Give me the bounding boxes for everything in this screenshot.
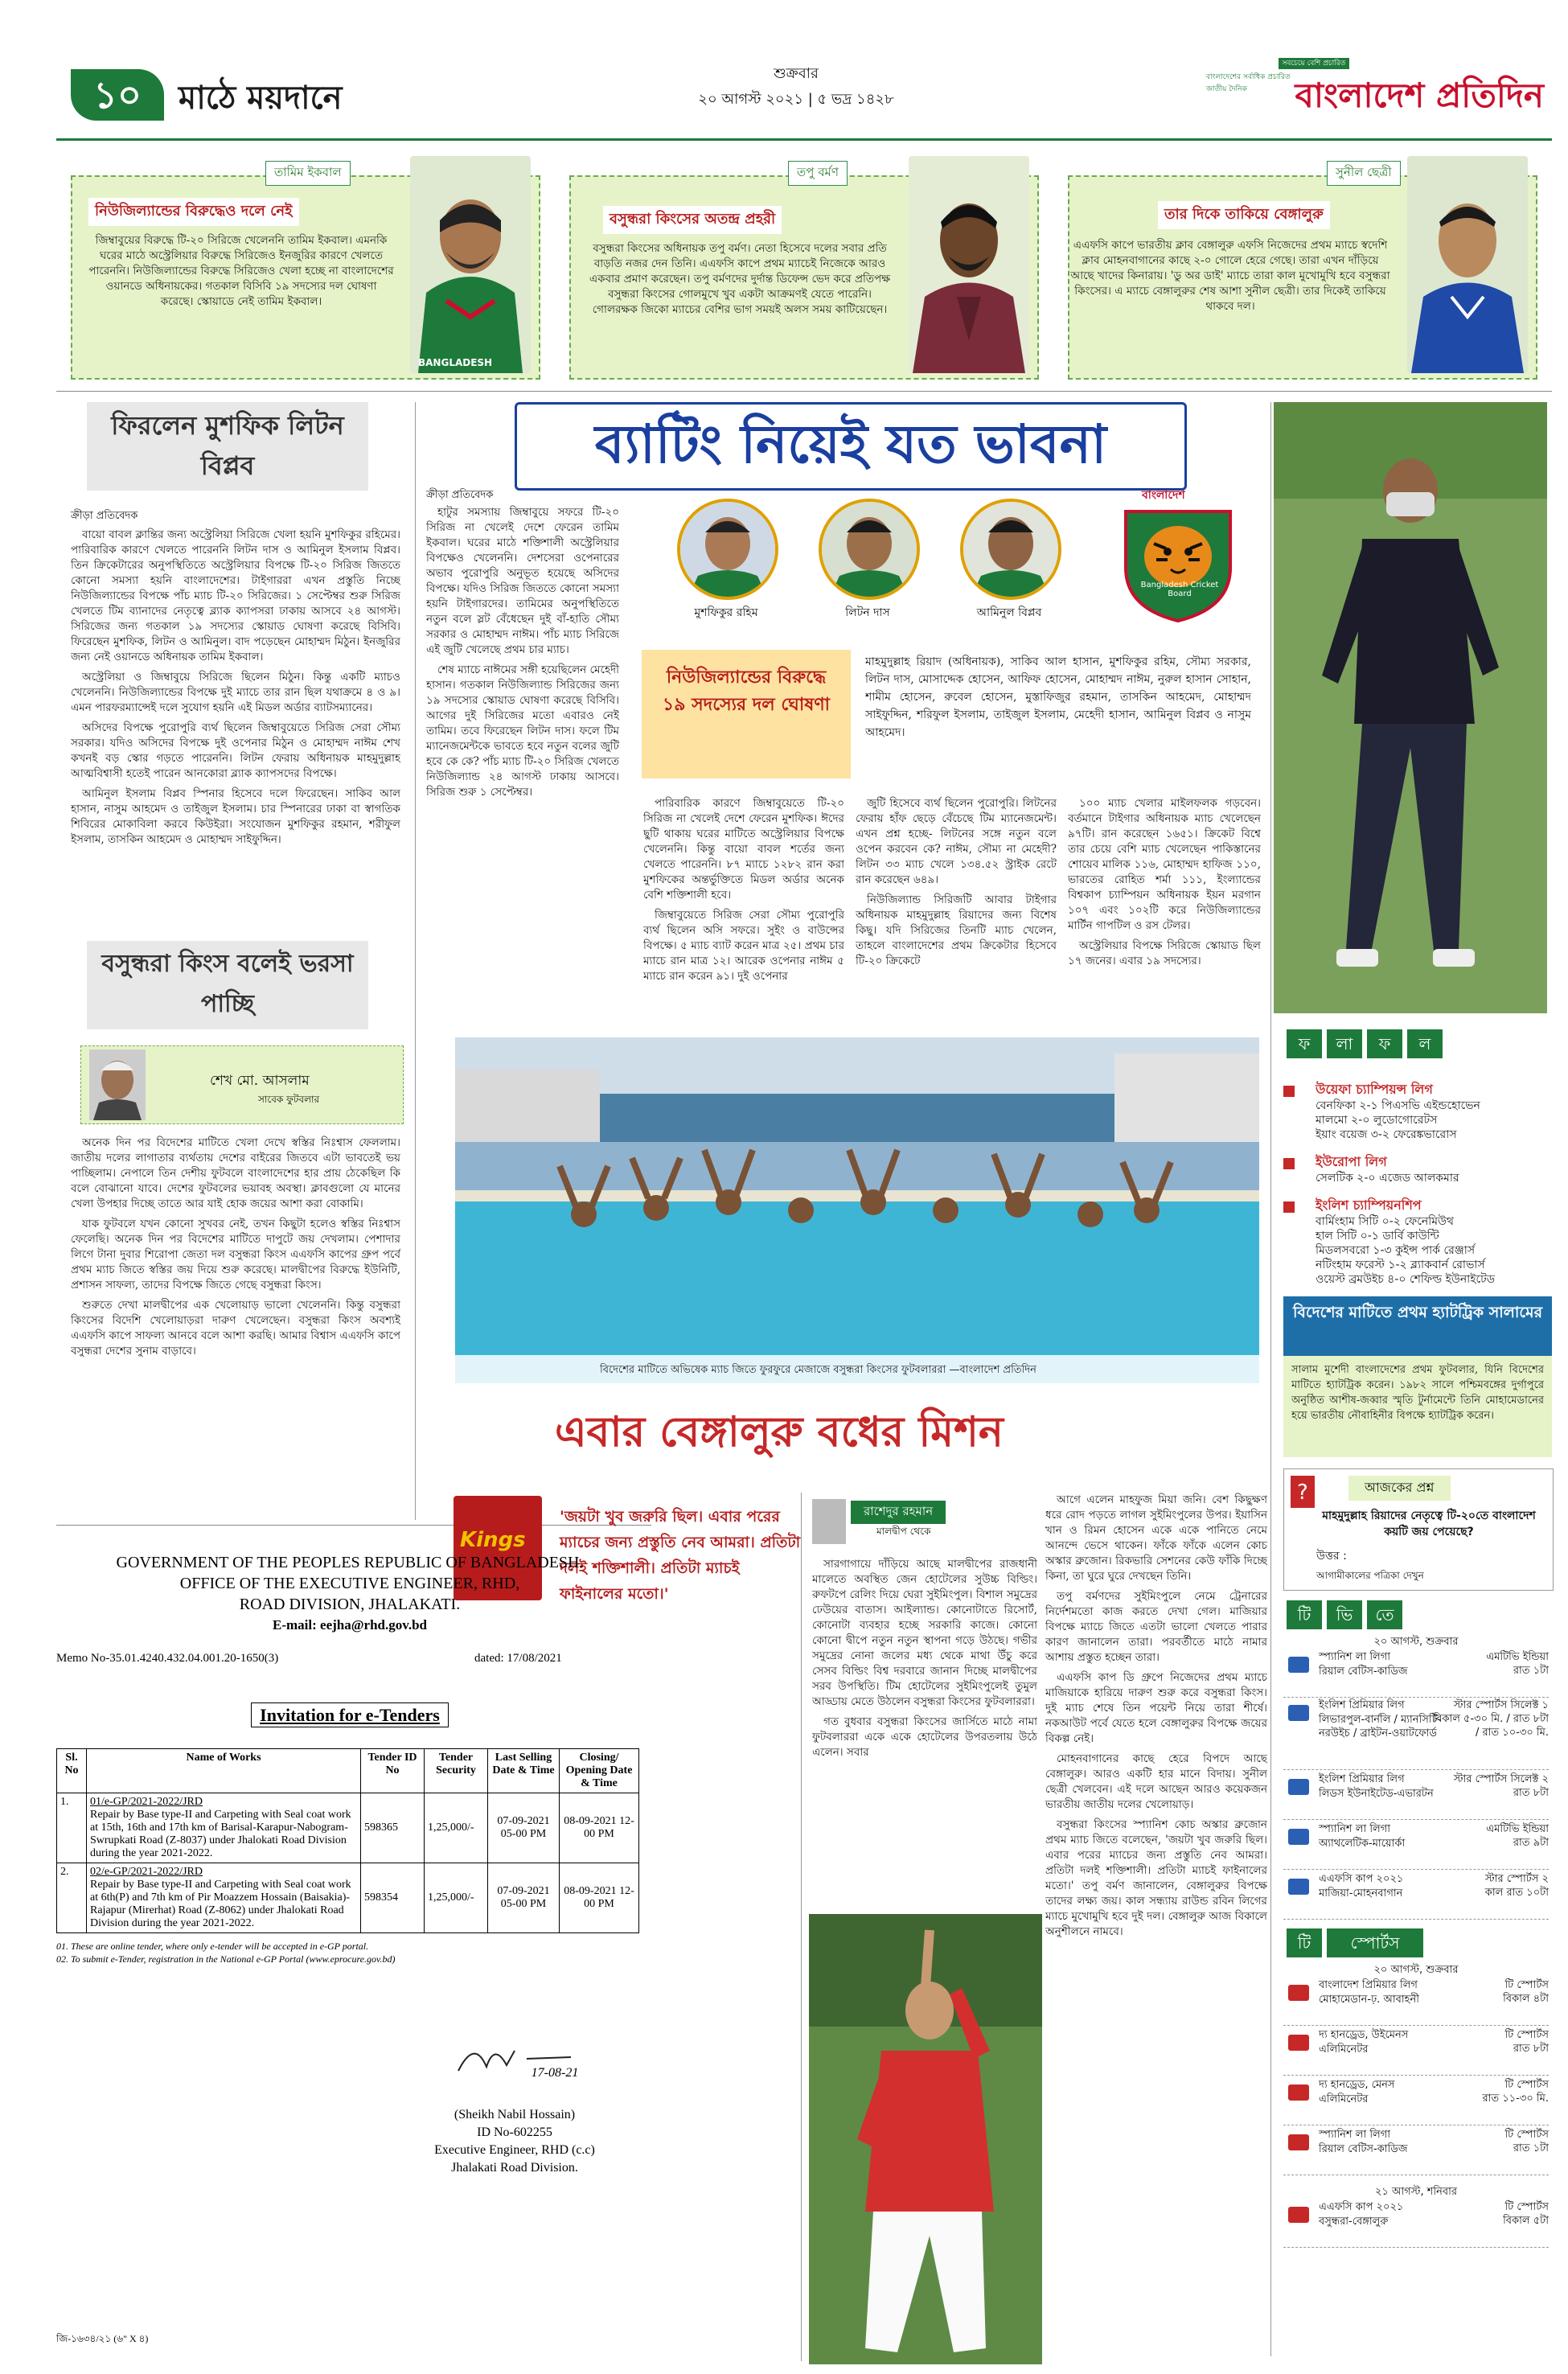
tender-note2-text: To submit e-Tender, registration in the National e-GP Portal (www.eprocure.gov.bd): [71, 1953, 396, 1965]
topu-photo: [909, 156, 1029, 373]
left-story1-title: [87, 402, 368, 491]
tender-note2: 02. To submit e-Tender, registration in the National e-GP Portal (www.eprocure.gov.bd): [56, 1953, 396, 1965]
tv-icon: [1288, 1829, 1309, 1845]
tender-last: 07-09-2021 05-00 PM: [488, 1793, 560, 1863]
left-story1-title-text: ফিরলেন মুশফিক লিটন বিপ্লব: [111, 410, 344, 481]
page-number: ১০: [71, 69, 164, 121]
kings-col2-p3: এএফসি কাপ ডি গ্রুপে নিজেদের প্রথম ম্যাচে মাজিয়াকে হারিয়ে দারুণ শুরু করে বসুন্ধরা কিংস। দুই ম্যাচ শেষে তিন পয়েন্ট নিয়ে তারা শীর্ষে। নকআউট পর্বে যেতে হলে বেঙ্গালুরুর বিপক্ষে জয়ের বিকল্প নেই।: [1045, 1671, 1267, 1745]
bullet-icon: [1283, 1158, 1295, 1169]
tv-time: বিকাল ৫টা: [1503, 2215, 1549, 2227]
left-story1-byline: ক্রীড়া প্রতিবেদক: [71, 510, 138, 522]
player-caption-2: লিটন দাস: [845, 606, 890, 619]
tv-title-1: টি: [1287, 1600, 1322, 1629]
tv-channel: টি স্পোর্টস: [1504, 2201, 1549, 2213]
results-title-1: ফ: [1287, 1029, 1322, 1058]
kings-col-divider: [801, 1493, 802, 2361]
player-photo-mushfiq: [677, 499, 778, 600]
main-col4-p2: অস্ট্রেলিয়ার বিপক্ষে সিরিজে স্কোয়াড ছিল ১৭ জনের। এবার ১৯ সদস্যের।: [1068, 939, 1261, 967]
tender-close: 08-09-2021 12-00 PM: [560, 1863, 639, 1933]
tv-match: মাজিয়া-মোহনবাগান: [1319, 1887, 1403, 1900]
tv-icon: [1288, 1985, 1309, 2001]
tv-channel-time: [1428, 1698, 1549, 1739]
tsports-title-2: স্পোর্টস: [1327, 1928, 1423, 1957]
tv-title: [1287, 1600, 1407, 1629]
tv-row: [1283, 1872, 1549, 1920]
tv-row: [1283, 2028, 1549, 2076]
tv-comp: স্প্যানিশ লা লিগা: [1319, 2129, 1391, 2141]
tender-sig1: (Sheikh Nabil Hossain): [454, 2108, 576, 2121]
bcb-badge-title: বাংলাদেশ: [1142, 489, 1185, 502]
player-caption-1: মুশফিকুর রহিম: [694, 606, 758, 619]
league-3: ইংলিশ চ্যাম্পিয়নশিপ: [1316, 1197, 1422, 1213]
main-col4: [1068, 796, 1261, 1037]
left-story2-title: [87, 941, 368, 1029]
tv-channel-time: [1485, 1872, 1549, 1900]
tv-channel-time: [1504, 2128, 1549, 2155]
tv-time: রাত ৮টা: [1513, 2043, 1549, 2055]
tv-comp: ইংলিশ প্রিমিয়ার লিগ: [1319, 1773, 1405, 1785]
tv-comp: স্প্যানিশ লা লিগা: [1319, 1823, 1391, 1835]
pool-photo: [455, 1037, 1259, 1383]
tender-email: E-mail: eejha@rhd.gov.bd: [273, 1617, 427, 1633]
bcb-badge-text: Bangladesh Cricket Board: [1140, 581, 1219, 598]
reporter-photo: [812, 1499, 846, 1544]
tv-match: রিয়াল বেটিস-কাডিজ: [1319, 1665, 1408, 1678]
main-col1-p1: হাটুর সমস্যায় জিম্বাবুয়ে সফরে টি-২০ সিরিজ না খেলেই দেশে ফেরেন তামিম ইকবাল। ঘরের মাঠে শক্তিশালী অস্ট্রেলিয়ার বিপক্ষেও খেলেননি। দেশসেরা ওপেনারের অভাব পুরোপুরি অনুভূত হয়েছে অসিদের বিপক্ষে। যদিও সিরিজ জিততে কোনো সমস্যা হয়নি টাইগারদের। তামিমের অনুপস্থিতিতে নতুন বলে স্লট বেঁধেছেন দুই বাঁ-হাতি সৌম্য সরকার ও মোহাম্মদ নাঈম। পাঁচ ম্যাচ সিরিজে এই জুটি খেলেছে প্রথম চার ম্যাচ।: [426, 506, 619, 656]
tv-icon: [1288, 2084, 1309, 2101]
main-col1: [426, 505, 619, 1036]
tender-work-id: 01/e-GP/2021-2022/JRD: [90, 1796, 203, 1808]
right-col-divider: [1270, 402, 1271, 2356]
left-story1-p3: অসিদের বিপক্ষে পুরোপুরি ব্যর্থ ছিলেন জিম্বাবুয়েতে সিরিজ সেরা সৌম্য সরকার। যদিও অসিদের বিপক্ষে দুই ওপেনার মিঠুন ও মোহাম্মদ নাঈম শেখ কখনই বড় স্কোর গড়তে পারেননি। লিটন ফেরায় অধিনায়ক মাহমুদুল্লাহ আত্মবিশ্বাসী হতেই পারেন আনকোরা ব্ল্যাক ক্যাপসদের বিপক্ষে।: [71, 721, 400, 780]
player-photo-aminul: [960, 499, 1061, 600]
tv-icon: [1288, 2207, 1309, 2223]
main-col1-p2: শেষ ম্যাচে নাঈমের সঙ্গী হয়েছিলেন মেহেদী হাসান। গতকাল নিউজিল্যান্ড সিরিজের জন্য ১৯ সদস্যের স্কোয়াড ঘোষণা করেছে বিসিবি। আগের দুই সিরিজের মতো এবারও নেই তামিম। তবে ফিরেছেন লিটন দাস। ফলে টিম ম্যানেজমেন্টকে ভাবতে হবে নতুন বলের জুটি হবে কে কে? পাঁচ ম্যাচ টি-২০ সিরিজ খেলতে নিউজিল্যান্ড ২৪ আগস্ট ঢাকায় আসবে। সিরিজ শুরু ১ সেপ্টেম্বর।: [426, 663, 619, 799]
left-story2-body: [71, 1136, 400, 1514]
tv-row: [1283, 2078, 1549, 2126]
tender-line1: GOVERNMENT OF THE PEOPLES REPUBLIC OF BANGLADESH.: [116, 1554, 584, 1571]
tsports-title-1: টি: [1287, 1928, 1322, 1957]
tv-channel-time: [1503, 2200, 1549, 2228]
results-title-4: ল: [1407, 1029, 1443, 1058]
tv-icon: [1288, 1879, 1309, 1895]
tamim-headline: নিউজিল্যান্ডের বিরুদ্ধেও দলে নেই: [88, 198, 299, 226]
tender-title: Invitation for e-Tenders: [251, 1702, 449, 1727]
tv-channel: টি স্পোর্টস: [1504, 1979, 1549, 1991]
tv-icon: [1288, 2035, 1309, 2051]
tender-id: 598354: [361, 1863, 425, 1933]
salam-body: সালাম মুর্শেদী বাংলাদেশের প্রথম ফুটবলার, যিনি বিদেশের মাটিতে হ্যাটট্রিক করেন। ১৯৮২ সালে পশ্চিমবঙ্গের দুর্গাপুরে অনুষ্ঠিত আশীষ-জব্বার স্মৃতি টুর্নামেন্টে তিনি মোহামেডানের হয়ে ভারতীয় নৌবাহিনীর বিপক্ষে হ্যাটট্রিক করেন।: [1291, 1364, 1544, 1422]
tv-date-1: ২০ আগস্ট, শুক্রবার: [1373, 1636, 1459, 1648]
chhetri-box: [1068, 165, 1537, 380]
tv-row: [1283, 1772, 1549, 1820]
author-photo: [89, 1049, 146, 1120]
tender-id: 598365: [361, 1793, 425, 1863]
header-rule: [56, 138, 1552, 141]
tv-comp: বাংলাদেশ প্রিমিয়ার লিগ: [1319, 1979, 1418, 1991]
left-story2-title-text: বসুন্ধরা কিংস বলেই ভরসা পাচ্ছি: [101, 950, 354, 1018]
tv-channel-time: [1428, 1772, 1549, 1800]
chhetri-body: এএফসি কাপে ভারতীয় ক্লাব বেঙ্গালুরু এফসি নিজেদের প্রথম ম্যাচে স্বদেশি ক্লাব মোহনবাগানের কাছে ২-০ গোলে হেরে গেছে। তারা এখন দাঁড়িয়ে আছে খাদের কিনারায়। 'ডু অর ডাই' ম্যাচে তারা কাল মুখোমুখি হবে বসুন্ধরা কিংসের। এ ম্যাচে বেঙ্গালুরুর শেষ আশা সুনীল ছেত্রী। তার দিকেই তাকিয়ে থাকবে দল।: [1070, 239, 1390, 313]
tender-last: 07-09-2021 05-00 PM: [488, 1863, 560, 1933]
tamim-box: [71, 165, 540, 380]
chhetri-headline: তার দিকে তাকিয়ে বেঙ্গালুরু: [1158, 201, 1330, 229]
question-answer-label: উত্তর :: [1316, 1550, 1347, 1563]
topu-name-tag: তপু বর্মণ: [788, 161, 848, 186]
player-caption-3: আমিনুল বিপ্লব: [976, 606, 1042, 619]
tv-title-2: ভি: [1327, 1600, 1362, 1629]
question-icon: [1291, 1476, 1315, 1508]
left-story2-p1: অনেক দিন পর বিদেশের মাটিতে খেলা দেখে স্বস্তির নিঃশ্বাস ফেললাম। জাতীয় দলের লাগাতার ব্যর্থতায় দেশের বাইরের জিতবে এটা ভাবতেই ভয় পাচ্ছিলাম। নেপালে তিন দেশীয় ফুটবলে বাংলাদেশের হার প্রায় ঠেকেছিল কি বলে বোঝানো যাবে। দেশের ফুটবলের ভয়াবহ অবস্থা। ক্লাবগুলো যে মানের খেলা উপহার দিচ্ছে তাতে আর যাই হোক জয়ের আশা করা বোকামি।: [71, 1136, 400, 1210]
main-col3-p2: নিউজিল্যান্ড সিরিজটি আবার টাইগার অধিনায়ক মাহমুদুল্লাহ রিয়াদের জন্য বিশেষ কিছু। যদি সিরিজের তিনটি ম্যাচ খেলেন, তাহলে বাংলাদেশের প্রথম ক্রিকেটার হিসেবে টি-২০ ক্রিকেটে: [856, 893, 1057, 967]
tender-sig2: ID No-602255: [477, 2126, 552, 2139]
tv-time: রাত ৯টা: [1513, 1837, 1549, 1849]
tender-note1: 01. These are online tender, where only e-tender will be accepted in e-GP portal.: [56, 1941, 369, 1952]
tender-th-close: Closing/ Opening Date & Time: [560, 1749, 639, 1793]
tender-th-last: Last Selling Date & Time: [488, 1749, 560, 1793]
chhetri-name-tag: সুনীল ছেত্রী: [1327, 161, 1401, 186]
tv-time: রাত ১টা: [1513, 2142, 1549, 2154]
tv-time: বিকাল ৫-৩০ মি. / রাত ৮টা / রাত ১০-৩০ মি.: [1433, 1713, 1549, 1739]
top-rule: [56, 391, 1552, 392]
left-story1-p2: অস্ট্রেলিয়া ও জিম্বাবুয়ে সিরিজে ছিলেন মিঠুন। কিন্তু একটি ম্যাচও খেলেননি। নিউজিল্যান্ডের বিপক্ষে দুই ম্যাচে তার রান ছিল যথাক্রমে ৪ ও ৯। এমন পারফরম্যান্সেই দলে সুযোগ হয়নি এই মিডল অর্ডার ব্যাটসম্যানের।: [71, 671, 400, 714]
tamim-photo: [410, 156, 531, 373]
tamim-body: জিম্বাবুয়ের বিরুদ্ধে টি-২০ সিরিজে খেলেননি তামিম ইকবাল। এমনকি ঘরের মাঠে অস্ট্রেলিয়ার বিরুদ্ধে সিরিজেও ইনজুরির কারণে খেলতে পারেননি। নিউজিল্যান্ডের বিরুদ্ধে সিরিজেও খেলা হচ্ছে না বাংলাদেশের ওয়ানডে অধিনায়কের। গতকাল বিসিবি ১৯ সদস্যের দল ঘোষণা করেছে। স্কোয়াডে নেই তামিম ইকবাল।: [88, 234, 394, 308]
tv-channel: স্টার স্পোর্টস সিলেক্ট ১: [1453, 1699, 1549, 1711]
tender-th-id: Tender ID No: [361, 1749, 425, 1793]
tv-row: [1283, 2200, 1549, 2248]
tv-comp: দ্য হানড্রেড, উইমেনস: [1319, 2029, 1409, 2041]
kings-col2-p5: বসুন্ধরা কিংসের স্প্যানিশ কোচ অস্কার ব্রুজোন প্রথম ম্যাচ জিতে বলেছেন, 'জয়টা খুব জরুরি ছিল। এবার পরের ম্যাচের জন্য প্রস্তুতি নেব আমরা। প্রতিটা দলই শক্তিশালী। প্রতিটা ম্যাচই ফাইনালের মতো।' তপু বর্মণ জানালেন, বেঙ্গালুরুর বিপক্ষে তাদের লক্ষ্য জয়। কাল সন্ধ্যায় রাউন্ড রবিন লিগের ম্যাচে মুখোমুখি হবে দুই দল। বেঙ্গালুরু আজ বিকালে অনুশীলনে নামবে।: [1045, 1818, 1267, 1938]
salam-box: [1283, 1296, 1552, 1457]
question-box: [1283, 1468, 1554, 1591]
tv-channel: টি স্পোর্টস: [1504, 2129, 1549, 2141]
celebrating-player-photo: [809, 1914, 1042, 2364]
day-label: শুক্রবার: [774, 65, 819, 82]
tv-match: রিয়াল বেটিস-কাডিজ: [1319, 2143, 1408, 2155]
kings-col1-p1: সারগাগায়ে দাঁড়িয়ে আছে মালদ্বীপের রাজধানী মালেতে অবস্থিত জেন হোটেলের সুউচ্চ বিল্ডিং। রুফটপে রেলিং দিয়ে ঘেরা সুইমিংপুল। বিশাল সমুদ্রের ঢেউয়ের বাতাস। আইল্যান্ড। কোনোটাতে রিসোর্ট, কোনোটা ব্যবহার হচ্ছে সরকারি কাজে। কোনো কোনো দ্বীপে নতুন নতুন স্থাপনা গড়ে উঠছে। গভীর সমুদ্রের নোনা জলের মধ্য থেকে মাথা উঁচু করে সেসব বিল্ডিং বিশ্ব দরবারে জানান দিচ্ছে মালদ্বীপের সরব উপস্থিতি। টিম হোটেলের সুইমিংপুলেই তুমুল আড্ডায় মেতে উঠলেন বসুন্ধরা কিংসের ফুটবলাররা।: [812, 1558, 1037, 1708]
question-next: আগামীকালের পত্রিকা দেখুন: [1316, 1570, 1424, 1581]
signature-date: 17-08-21: [531, 2066, 579, 2080]
tender-code: জি-১৬৩৪/২১ (৬" X ৪): [56, 2333, 149, 2344]
tv-time: বিকাল ৪টা: [1503, 1993, 1549, 2005]
salam-title: বিদেশের মাটিতে প্রথম হ্যাটট্রিক সালামের: [1283, 1296, 1552, 1356]
main-col4-p1: ১০০ ম্যাচ খেলার মাইলফলক গড়বেন। বর্তমানে টাইগার অধিনায়ক ম্যাচ খেলেছেন ৯৭টি। রান করেছেন ১৬৫১। ক্রিকেট বিশ্বে তার চেয়ে বেশি ম্যাচ খেলেছেন পাকিস্তানের শোয়েব মালিক ১১৬, মোহাম্মদ হাফিজ ১১০, ভারতের রোহিত শর্মা ১১১, ইংল্যান্ডের বিশ্বকাপ চ্যাম্পিয়ন অধিনায়ক ইয়ন মরগান ১০৭ এবং ১০২টি করে নিউজিল্যান্ডের মার্টিন গাপটিল ও রস টেলর।: [1068, 797, 1261, 932]
table-row: [57, 1793, 639, 1863]
tender-sig4: Jhalakati Road Division.: [451, 2161, 578, 2175]
tv-channel: এমটিভি ইন্ডিয়া: [1486, 1651, 1549, 1663]
score-2-1: সেলটিক ২-০ এজেড আলকমার: [1316, 1172, 1459, 1185]
bullet-icon: [1283, 1086, 1295, 1097]
tv-comp: এএফসি কাপ ২০২১: [1319, 1873, 1404, 1885]
pool-photo-caption: বিদেশের মাটিতে অভিষেক ম্যাচ জিতে ফুরফুরে মেজাজে বসুন্ধরা কিংসের ফুটবলাররা —বাংলাদেশ প্রতিদিন: [600, 1364, 1036, 1376]
main-col3: [856, 796, 1057, 1037]
squad-title-box: [642, 650, 851, 778]
tv-icon: [1288, 1779, 1309, 1795]
tender-note1-text: These are online tender, where only e-tender will be accepted in e-GP portal.: [71, 1941, 369, 1952]
reporter-name: রাশেদুর রহমান: [851, 1501, 946, 1524]
author-name: শেখ মো. আসলাম: [210, 1073, 310, 1089]
tender-work-cell: [87, 1863, 361, 1933]
main-headline: ব্যাটিং নিয়েই যত ভাবনা: [515, 402, 1187, 491]
kings-col2-p4: মোহনবাগানের কাছে হেরে বিপদে আছে বেঙ্গালুরু। আরও একটি হার মানে বিদায়। সুনীল ছেত্রী খেলবেন। এই দলে আছেন আরও কয়েকজন ভারতীয় জাতীয় দলের খেলোয়াড়।: [1045, 1752, 1267, 1811]
date-block: [611, 61, 981, 113]
tender-work-desc: Repair by Base type-II and Carpeting with Seal coat work at 6th(P) and 7th km of Pir Moazzem Hossain (Baisakia)-Rajapur (Mirerhat) Road (Z-8062) under Jhalokati Road Division during the year 2021-2022.: [90, 1879, 351, 1929]
tender-notice: [56, 1536, 643, 2356]
question-text: মাহমুদুল্লাহ রিয়াদের নেতৃত্বে টি-২০তে বাংলাদেশ কয়টি জয় পেয়েছে?: [1322, 1509, 1536, 1538]
score-1-2: মালমো ২-০ লুডোগোরেটস: [1316, 1114, 1438, 1127]
tv-channel: স্টার স্পোর্টস ২: [1484, 1873, 1549, 1885]
score-1-3: ইয়াং বয়েজ ৩-২ ফেরেঙ্কভারোস: [1316, 1128, 1457, 1141]
tv-channel: টি স্পোর্টস: [1504, 2029, 1549, 2041]
tender-sl: 1.: [57, 1793, 87, 1863]
kings-quote: 'জয়টা খুব জরুরি ছিল। এবার পরের ম্যাচের জন্য প্রস্তুতি নেব আমরা। প্রতিটা দলই শক্তিশালী। প্রতিটা ম্যাচই ফাইনালের মতো।': [560, 1508, 801, 1603]
main-col2: [643, 796, 844, 1037]
league-2: ইউরোপা লিগ: [1316, 1154, 1387, 1169]
walking-player-photo: [1274, 402, 1547, 1013]
jersey-text: BANGLADESH: [418, 357, 493, 368]
tv-match: অ্যাথলেটিক-মায়োর্কা: [1319, 1838, 1406, 1850]
topu-headline: বসুন্ধরা কিংসের অতন্দ্র প্রহরী: [603, 206, 782, 234]
tv-channel: এমটিভি ইন্ডিয়া: [1486, 1823, 1549, 1835]
tv-comp: স্প্যানিশ লা লিগা: [1319, 1651, 1391, 1663]
left-story1-p4: আমিনুল ইসলাম বিপ্লব স্পিনার হিসেবে দলে ফিরেছেন। সাকিব আল হাসান, নাসুম আহমেদ ও তাইজুল ইসলাম। চার স্পিনারের ঢাকা বা স্বাগতিক শিবিরের মোকাবিলা করবে কিউইরা। সংযোজন মুশফিকুর রহমান, শরীফুল ইসলাম, তাসকিন আহমেদ ও মোহাম্মদ সাইফুদ্দিন।: [71, 787, 400, 846]
author-box: [80, 1045, 404, 1124]
tsports-title: [1287, 1928, 1428, 1957]
tamim-name-tag: তামিম ইকবাল: [265, 161, 351, 186]
author-role: সাবেক ফুটবলার: [258, 1094, 320, 1105]
tv-time: রাত ১টা: [1513, 1665, 1549, 1677]
svg-text:?: ?: [1297, 1481, 1308, 1505]
squad-list: মাহমুদুল্লাহ রিয়াদ (অধিনায়ক), সাকিব আল হাসান, মুশফিকুর রহিম, সৌম্য সরকার, লিটন দাস, মোসাদ্দেক হোসেন, আফিফ হোসেন, মোহাম্মদ নাঈম, নুরুল হাসান সোহান, শামীম হোসেন, রুবেল হোসেন, মুস্তাফিজুর রহমান, তাসকিন আহমেদ, মোহাম্মদ সাইফুদ্দিন, শরিফুল ইসলাম, তাইজুল ইসলাম, মেহেদী হাসান, আমিনুল বিপ্লব ও নাসুম আহমেদ।: [865, 655, 1251, 739]
logo-name: বাংলাদেশ প্রতিদিন: [1295, 76, 1544, 115]
tender-memo: Memo No-35.01.4240.432.04.001.20-1650(3): [56, 1652, 279, 1665]
kings-col2: [1045, 1493, 1267, 2361]
score-3-4: নটিংহাম ফরেস্ট ১-২ ব্ল্যাকবার্ন রোভার্স: [1316, 1259, 1485, 1271]
main-col2-p1: পারিবারিক কারণে জিম্বাবুয়েতে টি-২০ সিরিজ না খেলেই দেশে ফেরেন মুশফিক। ঈদের ছুটি থাকায় ঘরের মাটিতে অস্ট্রেলিয়ার বিপক্ষে খেলেননি। কিন্তু বায়ো বাবল শর্তের জন্য খেলতে পারেননি। ৮৭ ম্যাচে ১২৮২ রান করা মুশফিকের অন্তর্ভুক্তিতে মিডল অর্ডার অনেক বেশি শক্তিশালী হবে।: [643, 797, 844, 902]
league-1: উয়েফা চ্যাম্পিয়ন্স লিগ: [1316, 1082, 1433, 1097]
table-row: [57, 1863, 639, 1933]
tv-channel-time: [1486, 1650, 1549, 1678]
tv-row: [1283, 2128, 1549, 2175]
main-byline: ক্রীড়া প্রতিবেদক: [426, 489, 494, 501]
tv-channel-time: [1486, 1822, 1549, 1850]
logo-tagline: বাংলাদেশের সর্বাধিক প্রচারিত জাতীয় দৈনিক: [1206, 73, 1291, 93]
tv-match: লিডস ইউনাইটেড-এভারটন: [1319, 1788, 1434, 1800]
tv-match: মোহামেডান-ঢ়. আবাহনী: [1319, 1994, 1419, 2006]
tender-line3: ROAD DIVISION, JHALAKATI.: [239, 1596, 461, 1613]
tv-comp: এএফসি কাপ ২০২১: [1319, 2201, 1404, 2213]
left-story2-p2: যাক ফুটবলে যখন কোনো সুখবর নেই, তখন কিছুটা হলেও স্বস্তির নিঃশ্বাস ফেলেছি। অনেক দিন পর বিদেশের মাটিতে দাপুটে জয় দেখলাম। পেশাদার লিগে টানা দুবার শিরোপা জেতা দল বসুন্ধরা কিংস এএফসি কাপের গ্রুপ পর্বে প্রথম ম্যাচ জিতে স্বস্তির জয় দিয়ে শুরু করেছে। মালদ্বীপের বিরুদ্ধে ইউনিটি, প্রশাসন সাফল্য, তাদের বিপক্ষে জিতে গেছে বসুন্ধরা কিংস।: [71, 1218, 400, 1292]
tender-date: dated: 17/08/2021: [474, 1652, 562, 1665]
tv-time: কাল রাত ১০টা: [1484, 1887, 1549, 1899]
tender-th-sl: Sl. No: [57, 1749, 87, 1793]
left-story2-p3: শুরুতে দেখা মালদ্বীপের এক খেলোয়াড় ভালো খেলেননি। কিন্তু বসুন্ধরা কিংসের বিদেশি খেলোয়াড়রা দারুণ খেলেছেন। বসুন্ধরা কিংস অবশ্যই এএফসি কাপে সাফল্য আনবে বলে আশা করছি। আমার বিশ্বাস এএফসি কাপে বসুন্ধরা দেশের সুনাম বাড়াবে।: [71, 1299, 400, 1357]
date-label: ২০ আগস্ট ২০২১ | ৫ ভদ্র ১৪২৮: [698, 91, 894, 108]
tv-match: লিভারপুল-বার্নলি / ম্যানসিটি-নরউইচ / ব্রাইটন-ওয়াটফোর্ড: [1319, 1714, 1442, 1739]
tv-icon: [1288, 1657, 1309, 1673]
tv-channel-time: [1504, 2028, 1549, 2056]
tv-title-3: তে: [1367, 1600, 1402, 1629]
reporter-from: মালদ্বীপ থেকে: [876, 1526, 931, 1537]
tv-time: রাত ১১-৩০ মি.: [1482, 2093, 1549, 2105]
score-3-3: মিডলসবরো ১-৩ কুইন্স পার্ক রেঞ্জার্স: [1316, 1244, 1476, 1257]
tv-channel: স্টার স্পোর্টস সিলেক্ট ২: [1453, 1773, 1549, 1785]
tv-row: [1283, 1650, 1549, 1698]
tender-line2: OFFICE OF THE EXECUTIVE ENGINEER, RHD,: [179, 1575, 520, 1592]
tv-channel-time: [1503, 1978, 1549, 2006]
tender-sig3: Executive Engineer, RHD (c.c): [434, 2143, 595, 2157]
tv-row: [1283, 1822, 1549, 1870]
bcb-badge: [1110, 486, 1254, 622]
kings-col1-p2: গত বুধবার বসুন্ধরা কিংসের জার্সিতে মাঠে নামা ফুটবলাররা একে একে হোটেলের উপরতলায় উঠে এলেন। সবার: [812, 1715, 1037, 1759]
score-3-2: হাল সিটি ০-১ ডার্বি কাউন্টি: [1316, 1230, 1439, 1242]
tv-icon: [1288, 1705, 1309, 1721]
score-3-5: ওয়েস্ট ব্রমউইচ ৪-০ শেফিল্ড ইউনাইটেড: [1316, 1273, 1496, 1286]
main-col2-p2: জিম্বাবুয়েতে সিরিজ সেরা সৌম্য পুরোপুরি ব্যর্থ ছিলেন অসি সফরে। সুইং ও বাউন্সের বিপক্ষে। ৫ ম্যাচ ব্যাট করেন মাত্র ২৫। প্রথম চার ম্যাচে রান মাত্র ১২। আরেক ওপেনার নাঈম ৫ ম্যাচে রান করেন ৯১। দুই ওপেনার: [643, 909, 844, 983]
tv-match: এলিমিনেটর: [1319, 2093, 1369, 2105]
tv-channel-time: [1483, 2078, 1549, 2105]
tv-row: [1283, 1698, 1549, 1770]
tv-match: এলিমিনেটর: [1319, 2043, 1369, 2056]
left-col-divider: [415, 402, 416, 1520]
results-title: [1287, 1029, 1447, 1058]
tv-icon: [1288, 2134, 1309, 2150]
kings-col2-p2: তপু বর্মণদের সুইমিংপুলে নেমে ট্রেনারের নির্দেশমতো কাজ করতে দেখা গেল। মাজিয়ার বিপক্ষে ম্যাচে জিতে এতটা ভালো খেলতে পারার কারণ জানালেন তারা। পরবর্তীতে মাঠে নামার আশায় প্রস্তুত হচ্ছেন তারা।: [1045, 1590, 1267, 1664]
score-3-1: বার্মিংহাম সিটি ০-২ ফেনেমিউথ: [1316, 1215, 1454, 1228]
tender-security: 1,25,000/-: [425, 1863, 488, 1933]
tv-match: বসুন্ধরা-বেঙ্গালুরু: [1319, 2216, 1389, 2228]
tender-work-cell: [87, 1793, 361, 1863]
section-title: মাঠে ময়দানে: [179, 80, 343, 117]
results-title-3: ফ: [1367, 1029, 1402, 1058]
tv-comp: দ্য হানড্রেড, মেনস: [1319, 2079, 1395, 2091]
tender-work-desc: Repair by Base type-II and Carpeting with Seal coat work at 15th, 16th and 17th km of Barisal-Karapur-Nabogram-Swrupkati Road (Z-8037) under Jhalokati Road Division during the year 2021-2022.: [90, 1809, 351, 1859]
newspaper-logo: [1206, 58, 1544, 135]
tv-date-3: ২১ আগস্ট, শনিবার: [1374, 2186, 1458, 2198]
tender-security: 1,25,000/-: [425, 1793, 488, 1863]
tv-channel: টি স্পোর্টস: [1504, 2079, 1549, 2091]
question-title: আজকের প্রশ্ন: [1348, 1476, 1451, 1501]
logo-small-text: সবচেয়ে বেশি প্রচারিত: [1279, 58, 1349, 69]
main-col3-p1: জুটি হিসেবে ব্যর্থ ছিলেন পুরোপুরি। লিটনের ফেরায় হাঁফ ছেড়ে বেঁচেছে টিম ম্যানেজমেন্ট। এখন প্রশ্ন হচ্ছে- লিটনের সঙ্গে নতুন বলে ওপেন করবেন কে? নাঈম, সৌম্য না মেহেদী? লিটন ৩৩ ম্যাচ খেলে ১৩৪.৫২ স্ট্রাইক রেটে রান করেছেন ৬৪৯।: [856, 797, 1057, 886]
tender-th-works: Name of Works: [87, 1749, 361, 1793]
tender-close: 08-09-2021 12-00 PM: [560, 1793, 639, 1863]
tv-row: [1283, 1978, 1549, 2026]
tv-time: রাত ৮টা: [1513, 1787, 1549, 1799]
tv-date-2: ২০ আগস্ট, শুক্রবার: [1373, 1964, 1459, 1976]
kings-logo-text: Kings: [460, 1528, 526, 1552]
tv-comp: ইংলিশ প্রিমিয়ার লিগ: [1319, 1699, 1405, 1711]
tender-table: [56, 1748, 639, 1933]
tender-th-security: Tender Security: [425, 1749, 488, 1793]
bullet-icon: [1283, 1201, 1295, 1213]
tiger-icon: [1118, 503, 1238, 622]
squad-title: নিউজিল্যান্ডের বিরুদ্ধে ১৯ সদস্যের দল ঘোষণা: [662, 667, 831, 715]
kings-headline: এবার বেঙ্গালুরু বধের মিশন: [555, 1408, 1004, 1456]
results-title-2: লা: [1327, 1029, 1362, 1058]
reporter-tag: [812, 1499, 1037, 1544]
kings-col2-p1: আগে এলেন মাহফুজ মিয়া জনি। বেশ কিছুক্ষণ ধরে রোদ পড়তে লাগল সুইমিংপুলের উপর। ইয়াসিন খান ও রিমন হোসেন একে একে পানিতে নেমে আনন্দে ভেসে থাকেন। ফাঁকে ফাঁকে এলেন কোচ অস্কার ব্রুজোন। রিকভারি সেশনের কেউ ফাঁকি দিচ্ছে কিনা, তা ঘুরে ঘুরে দেখছেন তিনি।: [1045, 1493, 1267, 1583]
topu-body: বসুন্ধরা কিংসের অধিনায়ক তপু বর্মণ। নেতা হিসেবে দলের সবার প্রতি বাড়তি নজর দেন তিনি। এএফসি কাপে প্রথম ম্যাচেই নিজেকে আরও একবার প্রমাণ করেছেন। তপু বর্মণদের দুর্দান্ত ডিফেন্স ভেদ করে প্রতিপক্ষ বসুন্ধরা কিংসের গোলমুখে খুব একটা আক্রমণই যেতে পারেনি। গোলরক্ষক জিকো ম্যাচের বেশির ভাগ সময়ই অলস সময় কাটিয়েছেন।: [589, 242, 891, 316]
player-photo-liton: [819, 499, 920, 600]
tender-sl: 2.: [57, 1863, 87, 1933]
chhetri-photo: [1407, 156, 1528, 373]
tender-work-id: 02/e-GP/2021-2022/JRD: [90, 1866, 203, 1878]
topu-box: [569, 165, 1039, 380]
score-1-1: বেনফিকা ২-১ পিএসভি এইন্ডহোভেন: [1316, 1099, 1480, 1112]
left-story1-p1: বায়ো বাবল ক্লান্তির জন্য অস্ট্রেলিয়া সিরিজে খেলা হয়নি মুশফিকুর রহিমের। পারিবারিক কারণে খেলতে পারেননি লিটন দাস ও আমিনুল ইসলাম বিপ্লব। তিন ক্রিকেটারের অনুপস্থিতিতে অস্ট্রেলিয়ার বিপক্ষে টি-২০ সিরিজ জিততে কোনো সমস্যা হয়নি বাংলাদেশের। টাইগাররা এখন প্রস্তুতি নিচ্ছে নিউজিল্যান্ডের বিপক্ষে পাঁচ ম্যাচ টি-২০ সিরিজের। ১ সেপ্টেম্বর শুরু সিরিজ খেলতে টিম ব্যানাদের নেতৃত্বে ব্ল্যাক ক্যাপসরা ঢাকায় আসবে ২৪ আগস্ট। সিরিজের জন্য গতকাল ১৯ সদস্যের স্কোয়াড ঘোষণা করেছে বিসিবি। ফিরেছেন মুশফিক, লিটন ও আমিনুল। বাদ পড়েছেন মোহাম্মদ মিঠুন। ইনজুরির জন্য নেই ওয়ানডে অধিনায়ক তামিম ইকবাল।: [71, 528, 400, 663]
